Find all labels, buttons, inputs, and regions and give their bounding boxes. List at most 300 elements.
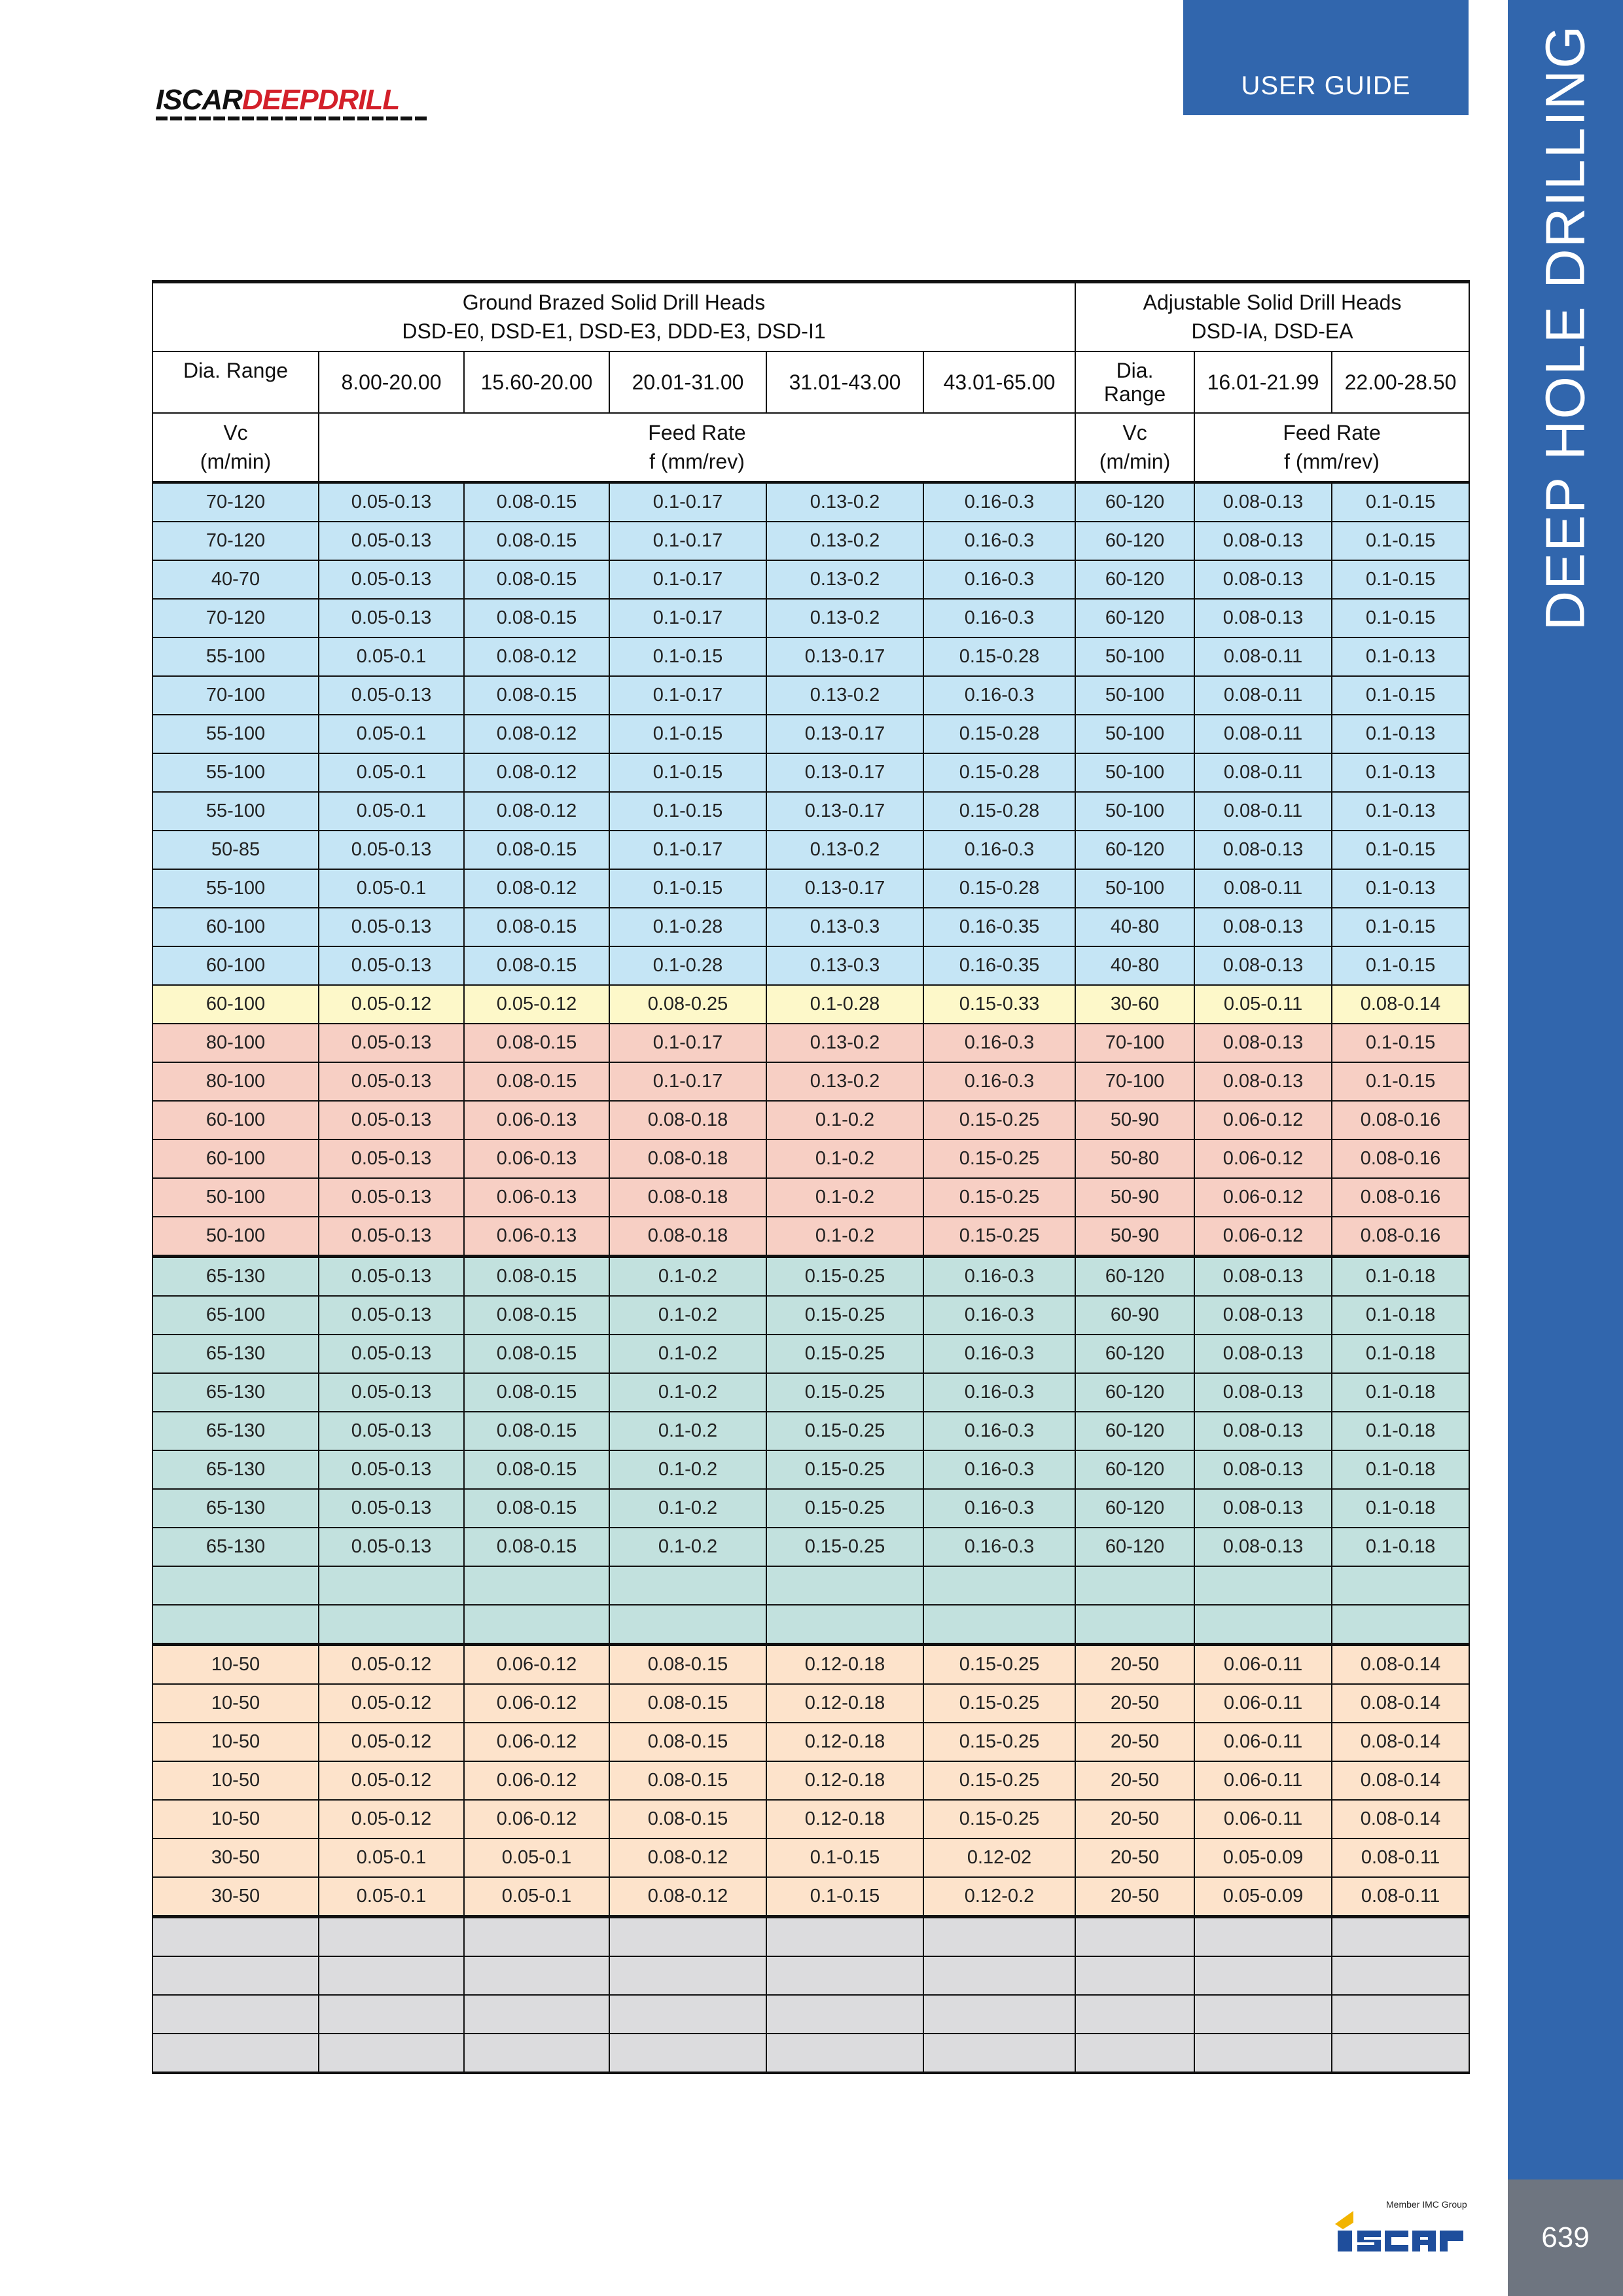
feed-rate-cell: 0.08-0.15 xyxy=(464,1062,609,1101)
feed-rate-cell xyxy=(1332,1995,1469,2034)
feed-rate-cell: 0.12-0.2 xyxy=(923,1877,1075,1917)
vc-cell: 55-100 xyxy=(152,792,319,831)
feed-rate-cell: 0.12-0.18 xyxy=(766,1800,923,1839)
feed-rate-cell: 0.1-0.15 xyxy=(766,1839,923,1877)
group-left-subtitle: DSD-E0, DSD-E1, DSD-E3, DDD-E3, DSD-I1 xyxy=(402,319,826,344)
feed-rate-cell: 0.06-0.12 xyxy=(464,1684,609,1723)
feed-rate-cell xyxy=(766,2034,923,2073)
feed-rate-cell: 0.08-0.13 xyxy=(1194,1296,1332,1335)
feed-rate-cell: 0.08-0.15 xyxy=(464,1024,609,1062)
vc-cell: 65-130 xyxy=(152,1489,319,1528)
feed-rate-cell: 0.05-0.13 xyxy=(319,1101,464,1139)
vc-cell: 60-120 xyxy=(1075,1412,1194,1450)
feed-rate-cell: 0.08-0.18 xyxy=(609,1217,766,1257)
feed-rate-cell: 0.15-0.28 xyxy=(923,792,1075,831)
vc-cell: 55-100 xyxy=(152,753,319,792)
feed-rate-cell xyxy=(464,1566,609,1605)
feed-rate-cell: 0.06-0.13 xyxy=(464,1217,609,1257)
brand-logo xyxy=(156,84,399,117)
feed-rate-cell: 0.13-0.17 xyxy=(766,753,923,792)
feed-rate-cell: 0.1-0.15 xyxy=(609,792,766,831)
vc-cell: 65-130 xyxy=(152,1528,319,1566)
feed-rate-cell: 0.08-0.13 xyxy=(1194,1256,1332,1296)
feed-rate-cell: 0.15-0.25 xyxy=(766,1528,923,1566)
user-guide-tab xyxy=(1183,0,1469,115)
feed-rate-cell: 0.06-0.12 xyxy=(464,1800,609,1839)
feed-rate-cell: 0.16-0.3 xyxy=(923,676,1075,715)
feed-rate-cell: 0.05-0.13 xyxy=(319,1024,464,1062)
feed-rate-cell: 0.08-0.13 xyxy=(1194,1528,1332,1566)
vc-cell: 10-50 xyxy=(152,1800,319,1839)
table-row xyxy=(152,1101,1469,1139)
vc-cell: 50-85 xyxy=(152,831,319,869)
feed-rate-cell: 0.12-0.18 xyxy=(766,1644,923,1684)
feed-rate-cell: 0.08-0.15 xyxy=(464,908,609,946)
dia-range-label-right-1: Dia. xyxy=(1116,358,1154,382)
vc-cell: 60-120 xyxy=(1075,1256,1194,1296)
feed-rate-cell: 0.05-0.1 xyxy=(319,1877,464,1917)
feed-rate-cell: 0.16-0.3 xyxy=(923,1373,1075,1412)
feed-rate-cell: 0.16-0.3 xyxy=(923,1024,1075,1062)
feed-rate-cell: 0.1-0.2 xyxy=(609,1373,766,1412)
vc-cell: 55-100 xyxy=(152,869,319,908)
vc-cell: 60-120 xyxy=(1075,1450,1194,1489)
feed-rate-cell: 0.1-0.28 xyxy=(766,985,923,1024)
feed-rate-cell xyxy=(1332,1956,1469,1995)
feed-rate-cell: 0.08-0.11 xyxy=(1194,792,1332,831)
feed-rate-cell xyxy=(766,1995,923,2034)
feed-rate-cell: 0.08-0.18 xyxy=(609,1139,766,1178)
feed-rate-cell: 0.06-0.11 xyxy=(1194,1800,1332,1839)
feed-rate-cell: 0.05-0.13 xyxy=(319,1296,464,1335)
vc-cell xyxy=(152,1956,319,1995)
feed-rate-cell: 0.05-0.13 xyxy=(319,1489,464,1528)
feed-rate-cell: 0.15-0.25 xyxy=(923,1723,1075,1761)
table-body xyxy=(152,482,1469,2073)
feed-rate-cell: 0.06-0.11 xyxy=(1194,1684,1332,1723)
feed-rate-cell: 0.06-0.12 xyxy=(1194,1101,1332,1139)
vc-cell: 70-100 xyxy=(152,676,319,715)
feed-rate-cell: 0.08-0.16 xyxy=(1332,1101,1469,1139)
feed-rate-cell: 0.13-0.3 xyxy=(766,946,923,985)
group-right-header xyxy=(1075,282,1469,351)
feed-rate-cell: 0.06-0.11 xyxy=(1194,1723,1332,1761)
feed-rate-cell: 0.06-0.12 xyxy=(1194,1178,1332,1217)
feed-rate-cell: 0.08-0.15 xyxy=(464,1528,609,1566)
vc-cell: 20-50 xyxy=(1075,1684,1194,1723)
vc-cell: 10-50 xyxy=(152,1723,319,1761)
vc-cell: 50-100 xyxy=(1075,715,1194,753)
vc-cell xyxy=(1075,1995,1194,2034)
feed-rate-cell: 0.1-0.15 xyxy=(1332,946,1469,985)
feed-rate-cell: 0.15-0.25 xyxy=(923,1684,1075,1723)
feed-rate-cell: 0.08-0.15 xyxy=(464,1489,609,1528)
table-row xyxy=(152,1761,1469,1800)
feed-rate-cell: 0.08-0.14 xyxy=(1332,1644,1469,1684)
feed-rate-cell: 0.13-0.2 xyxy=(766,522,923,560)
feed-rate-cell: 0.05-0.13 xyxy=(319,1335,464,1373)
feed-rate-cell xyxy=(609,1566,766,1605)
feed-rate-cell: 0.06-0.12 xyxy=(464,1723,609,1761)
feed-rate-cell: 0.08-0.13 xyxy=(1194,1450,1332,1489)
feed-rate-cell: 0.05-0.1 xyxy=(319,753,464,792)
feed-rate-cell: 0.1-0.18 xyxy=(1332,1256,1469,1296)
vc-cell: 60-120 xyxy=(1075,1373,1194,1412)
table-row xyxy=(152,1256,1469,1296)
feed-rate-label: Feed Rate xyxy=(1283,421,1381,444)
feed-rate-cell xyxy=(1332,1566,1469,1605)
vc-cell: 20-50 xyxy=(1075,1839,1194,1877)
feed-rate-cell: 0.08-0.15 xyxy=(609,1644,766,1684)
feed-rate-cell: 0.08-0.15 xyxy=(609,1800,766,1839)
feed-rate-cell xyxy=(609,1916,766,1956)
table-row xyxy=(152,1296,1469,1335)
vc-cell: 80-100 xyxy=(152,1024,319,1062)
vc-cell: 50-90 xyxy=(1075,1217,1194,1257)
feed-rate-cell: 0.08-0.15 xyxy=(464,946,609,985)
table-row xyxy=(152,1916,1469,1956)
feed-rate-cell: 0.16-0.3 xyxy=(923,599,1075,637)
table-row xyxy=(152,1684,1469,1723)
feed-rate-cell: 0.08-0.12 xyxy=(609,1877,766,1917)
feed-rate-cell: 0.08-0.11 xyxy=(1332,1839,1469,1877)
feed-rate-cell xyxy=(1194,2034,1332,2073)
feed-rate-cell: 0.05-0.13 xyxy=(319,831,464,869)
vc-cell: 50-100 xyxy=(152,1178,319,1217)
feed-rate-cell: 0.16-0.3 xyxy=(923,482,1075,522)
table-row xyxy=(152,1412,1469,1450)
vc-cell xyxy=(1075,1605,1194,1645)
feed-rate-cell: 0.08-0.15 xyxy=(464,1450,609,1489)
vc-cell: 60-120 xyxy=(1075,482,1194,522)
vc-cell: 65-130 xyxy=(152,1373,319,1412)
feed-rate-cell: 0.16-0.3 xyxy=(923,522,1075,560)
feed-rate-cell: 0.1-0.15 xyxy=(1332,1062,1469,1101)
feed-rate-cell: 0.05-0.13 xyxy=(319,908,464,946)
feed-rate-cell: 0.08-0.13 xyxy=(1194,1062,1332,1101)
feed-rate-cell: 0.06-0.12 xyxy=(464,1761,609,1800)
feed-rate-cell: 0.08-0.15 xyxy=(464,1256,609,1296)
feed-rate-cell: 0.08-0.18 xyxy=(609,1101,766,1139)
feed-rate-cell xyxy=(1332,1916,1469,1956)
feed-rate-cell: 0.08-0.15 xyxy=(464,599,609,637)
feed-rate-cell: 0.05-0.13 xyxy=(319,1139,464,1178)
feed-rate-cell: 0.1-0.18 xyxy=(1332,1412,1469,1450)
feed-rate-cell: 0.15-0.25 xyxy=(766,1335,923,1373)
feed-rate-cell: 0.08-0.13 xyxy=(1194,522,1332,560)
feed-rate-cell: 0.08-0.14 xyxy=(1332,1684,1469,1723)
feed-rate-cell: 0.13-0.2 xyxy=(766,1062,923,1101)
table-row xyxy=(152,946,1469,985)
feed-rate-cell: 0.05-0.12 xyxy=(319,1684,464,1723)
feed-rate-cell xyxy=(464,2034,609,2073)
feed-rate-cell: 0.13-0.2 xyxy=(766,1024,923,1062)
feed-rate-cell: 0.15-0.25 xyxy=(766,1412,923,1450)
feed-rate-cell: 0.08-0.13 xyxy=(1194,1489,1332,1528)
feed-rate-header-right xyxy=(1194,413,1469,482)
feed-rate-cell: 0.15-0.28 xyxy=(923,637,1075,676)
feed-rate-cell: 0.08-0.13 xyxy=(1194,1024,1332,1062)
table-row xyxy=(152,1605,1469,1645)
feed-rate-cell: 0.08-0.15 xyxy=(464,676,609,715)
feed-rate-unit: f (mm/rev) xyxy=(649,450,745,473)
feed-rate-cell: 0.15-0.25 xyxy=(766,1489,923,1528)
vc-cell: 30-50 xyxy=(152,1877,319,1917)
feed-rate-cell: 0.1-0.2 xyxy=(766,1178,923,1217)
vc-cell: 60-120 xyxy=(1075,1489,1194,1528)
vc-cell xyxy=(152,1566,319,1605)
feed-rate-cell: 0.05-0.1 xyxy=(464,1839,609,1877)
table-row xyxy=(152,1995,1469,2034)
feed-rate-cell xyxy=(766,1916,923,1956)
feed-rate-cell: 0.1-0.2 xyxy=(766,1139,923,1178)
vc-cell: 60-100 xyxy=(152,946,319,985)
table-row xyxy=(152,1644,1469,1684)
feed-rate-cell: 0.08-0.13 xyxy=(1194,908,1332,946)
vc-cell: 55-100 xyxy=(152,637,319,676)
feed-rate-cell xyxy=(464,1956,609,1995)
feed-rate-cell: 0.15-0.25 xyxy=(923,1178,1075,1217)
feed-rate-table-wrap xyxy=(152,280,1469,2074)
feed-rate-cell: 0.15-0.25 xyxy=(766,1256,923,1296)
feed-rate-cell: 0.05-0.1 xyxy=(319,1839,464,1877)
feed-rate-cell: 0.1-0.2 xyxy=(766,1101,923,1139)
feed-rate-cell: 0.1-0.18 xyxy=(1332,1296,1469,1335)
feed-rate-cell: 0.05-0.1 xyxy=(319,715,464,753)
feed-rate-cell xyxy=(1194,1605,1332,1645)
vc-unit: (m/min) xyxy=(200,450,272,473)
feed-rate-cell: 0.1-0.15 xyxy=(609,753,766,792)
dia-range-label: Dia. Range xyxy=(152,351,319,413)
feed-rate-cell: 0.08-0.11 xyxy=(1332,1877,1469,1917)
table-row xyxy=(152,1800,1469,1839)
vc-cell: 50-90 xyxy=(1075,1101,1194,1139)
vc-cell xyxy=(1075,1916,1194,1956)
feed-rate-cell: 0.1-0.15 xyxy=(1332,1024,1469,1062)
table-row xyxy=(152,2034,1469,2073)
vc-cell: 60-120 xyxy=(1075,831,1194,869)
group-header-row xyxy=(152,282,1469,351)
feed-rate-cell: 0.06-0.13 xyxy=(464,1139,609,1178)
table-row xyxy=(152,1723,1469,1761)
feed-rate-cell: 0.15-0.25 xyxy=(923,1800,1075,1839)
dia-range-row xyxy=(152,351,1469,413)
feed-rate-cell: 0.16-0.3 xyxy=(923,1412,1075,1450)
feed-rate-cell: 0.08-0.14 xyxy=(1332,1723,1469,1761)
vc-cell xyxy=(1075,1956,1194,1995)
vc-cell: 20-50 xyxy=(1075,1644,1194,1684)
feed-rate-cell xyxy=(923,1605,1075,1645)
feed-rate-cell: 0.08-0.11 xyxy=(1194,753,1332,792)
feed-rate-cell xyxy=(319,2034,464,2073)
vc-cell: 10-50 xyxy=(152,1761,319,1800)
table-row xyxy=(152,1566,1469,1605)
feed-rate-cell: 0.15-0.25 xyxy=(923,1217,1075,1257)
vc-cell: 60-100 xyxy=(152,985,319,1024)
vc-cell: 60-100 xyxy=(152,1139,319,1178)
feed-rate-cell: 0.12-0.18 xyxy=(766,1723,923,1761)
feed-rate-cell: 0.08-0.12 xyxy=(464,715,609,753)
group-right-subtitle: DSD-IA, DSD-EA xyxy=(1191,319,1353,344)
feed-rate-cell: 0.1-0.15 xyxy=(1332,831,1469,869)
feed-rate-cell xyxy=(766,1566,923,1605)
side-title-text: DEEP HOLE DRILLING xyxy=(1534,24,1596,631)
vc-cell: 80-100 xyxy=(152,1062,319,1101)
feed-rate-cell: 0.1-0.2 xyxy=(766,1217,923,1257)
feed-rate-cell: 0.16-0.3 xyxy=(923,1489,1075,1528)
feed-rate-unit: f (mm/rev) xyxy=(1284,450,1380,473)
feed-rate-cell: 0.05-0.1 xyxy=(464,1877,609,1917)
feed-rate-cell: 0.15-0.25 xyxy=(766,1296,923,1335)
feed-rate-cell: 0.15-0.33 xyxy=(923,985,1075,1024)
feed-rate-cell: 0.13-0.2 xyxy=(766,482,923,522)
feed-rate-cell xyxy=(923,2034,1075,2073)
table-row xyxy=(152,1450,1469,1489)
iscar-logo xyxy=(1335,2199,1472,2258)
feed-rate-cell: 0.1-0.2 xyxy=(609,1489,766,1528)
feed-rate-cell: 0.15-0.25 xyxy=(766,1450,923,1489)
feed-rate-cell xyxy=(609,2034,766,2073)
feed-rate-cell: 0.08-0.12 xyxy=(464,792,609,831)
feed-rate-cell: 0.05-0.13 xyxy=(319,676,464,715)
dia-range-cell: 31.01-43.00 xyxy=(766,351,923,413)
feed-rate-cell: 0.1-0.2 xyxy=(609,1528,766,1566)
vc-cell: 50-90 xyxy=(1075,1178,1194,1217)
feed-rate-cell: 0.08-0.15 xyxy=(464,1335,609,1373)
feed-rate-cell: 0.05-0.12 xyxy=(319,985,464,1024)
feed-rate-cell: 0.1-0.13 xyxy=(1332,715,1469,753)
group-left-header xyxy=(152,282,1075,351)
vc-label: Vc xyxy=(1122,421,1147,444)
feed-rate-cell: 0.08-0.15 xyxy=(464,522,609,560)
brand-iscar: ISCAR xyxy=(156,84,242,116)
table-row xyxy=(152,522,1469,560)
vc-cell xyxy=(1075,2034,1194,2073)
table-row xyxy=(152,908,1469,946)
feed-rate-cell: 0.05-0.1 xyxy=(319,869,464,908)
feed-rate-cell: 0.1-0.17 xyxy=(609,1024,766,1062)
feed-rate-cell: 0.16-0.3 xyxy=(923,831,1075,869)
feed-rate-cell: 0.1-0.13 xyxy=(1332,869,1469,908)
feed-rate-cell: 0.06-0.12 xyxy=(1194,1139,1332,1178)
iscar-logo-icon xyxy=(1335,2211,1472,2254)
feed-rate-header-left xyxy=(319,413,1075,482)
feed-rate-cell: 0.05-0.12 xyxy=(464,985,609,1024)
feed-rate-cell: 0.12-0.18 xyxy=(766,1684,923,1723)
feed-rate-cell: 0.08-0.13 xyxy=(1194,599,1332,637)
feed-rate-cell: 0.1-0.2 xyxy=(609,1256,766,1296)
feed-rate-cell xyxy=(1194,1956,1332,1995)
table-row xyxy=(152,1528,1469,1566)
feed-rate-cell: 0.08-0.11 xyxy=(1194,715,1332,753)
feed-rate-cell xyxy=(766,1956,923,1995)
feed-rate-cell: 0.05-0.12 xyxy=(319,1800,464,1839)
vc-cell: 55-100 xyxy=(152,715,319,753)
brand-underline xyxy=(156,117,428,120)
feed-rate-cell: 0.1-0.15 xyxy=(766,1877,923,1917)
dia-range-label-right xyxy=(1075,351,1194,413)
feed-rate-cell xyxy=(464,1995,609,2034)
vc-cell xyxy=(152,2034,319,2073)
feed-rate-cell: 0.13-0.17 xyxy=(766,715,923,753)
table-row xyxy=(152,482,1469,522)
feed-rate-cell: 0.05-0.13 xyxy=(319,522,464,560)
table-row xyxy=(152,1217,1469,1257)
vc-cell: 50-100 xyxy=(1075,676,1194,715)
feed-rate-cell: 0.08-0.16 xyxy=(1332,1217,1469,1257)
vc-cell: 20-50 xyxy=(1075,1761,1194,1800)
feed-rate-cell: 0.05-0.13 xyxy=(319,946,464,985)
vc-cell: 20-50 xyxy=(1075,1877,1194,1917)
group-right-title: Adjustable Solid Drill Heads xyxy=(1143,291,1402,315)
feed-rate-cell: 0.16-0.35 xyxy=(923,908,1075,946)
feed-rate-cell: 0.05-0.13 xyxy=(319,1373,464,1412)
feed-rate-cell: 0.16-0.35 xyxy=(923,946,1075,985)
vc-cell: 50-100 xyxy=(152,1217,319,1257)
table-row xyxy=(152,1335,1469,1373)
feed-rate-cell: 0.1-0.17 xyxy=(609,831,766,869)
feed-rate-cell xyxy=(319,1605,464,1645)
feed-rate-cell xyxy=(766,1605,923,1645)
feed-rate-table xyxy=(152,280,1470,2074)
feed-rate-cell: 0.08-0.13 xyxy=(1194,831,1332,869)
vc-cell: 60-90 xyxy=(1075,1296,1194,1335)
feed-rate-cell: 0.12-02 xyxy=(923,1839,1075,1877)
feed-rate-cell: 0.05-0.13 xyxy=(319,1450,464,1489)
dia-range-cell: 8.00-20.00 xyxy=(319,351,464,413)
vc-cell: 65-130 xyxy=(152,1256,319,1296)
vc-cell: 65-130 xyxy=(152,1335,319,1373)
vc-cell: 50-100 xyxy=(1075,869,1194,908)
feed-rate-cell: 0.1-0.17 xyxy=(609,599,766,637)
footer-member-text: Member IMC Group xyxy=(1386,2199,1467,2210)
vc-cell: 50-100 xyxy=(1075,792,1194,831)
feed-rate-cell: 0.16-0.3 xyxy=(923,1256,1075,1296)
page-number-text: 639 xyxy=(1541,2221,1590,2253)
vc-cell: 70-120 xyxy=(152,482,319,522)
feed-rate-cell: 0.05-0.13 xyxy=(319,1178,464,1217)
table-row xyxy=(152,637,1469,676)
feed-rate-cell: 0.15-0.28 xyxy=(923,753,1075,792)
feed-rate-cell: 0.1-0.15 xyxy=(609,715,766,753)
table-row xyxy=(152,560,1469,599)
feed-rate-cell: 0.05-0.13 xyxy=(319,1217,464,1257)
dia-range-label-right-2: Range xyxy=(1103,382,1166,406)
vc-cell: 20-50 xyxy=(1075,1800,1194,1839)
feed-rate-cell: 0.15-0.28 xyxy=(923,715,1075,753)
feed-rate-cell: 0.16-0.3 xyxy=(923,1062,1075,1101)
feed-rate-cell: 0.05-0.13 xyxy=(319,1062,464,1101)
table-row xyxy=(152,831,1469,869)
feed-rate-cell: 0.08-0.12 xyxy=(464,753,609,792)
feed-rate-cell: 0.05-0.13 xyxy=(319,599,464,637)
feed-rate-cell: 0.1-0.17 xyxy=(609,482,766,522)
feed-rate-cell: 0.08-0.13 xyxy=(1194,482,1332,522)
feed-rate-cell: 0.1-0.2 xyxy=(609,1450,766,1489)
feed-rate-cell: 0.15-0.28 xyxy=(923,869,1075,908)
feed-rate-cell: 0.16-0.3 xyxy=(923,1335,1075,1373)
table-row xyxy=(152,715,1469,753)
feed-rate-cell: 0.15-0.25 xyxy=(923,1139,1075,1178)
vc-header-right xyxy=(1075,413,1194,482)
feed-rate-cell: 0.08-0.16 xyxy=(1332,1139,1469,1178)
feed-rate-cell: 0.08-0.13 xyxy=(1194,946,1332,985)
feed-rate-cell xyxy=(923,1916,1075,1956)
table-row xyxy=(152,676,1469,715)
feed-rate-cell: 0.15-0.25 xyxy=(766,1373,923,1412)
feed-rate-cell: 0.05-0.11 xyxy=(1194,985,1332,1024)
vc-cell: 60-100 xyxy=(152,1101,319,1139)
